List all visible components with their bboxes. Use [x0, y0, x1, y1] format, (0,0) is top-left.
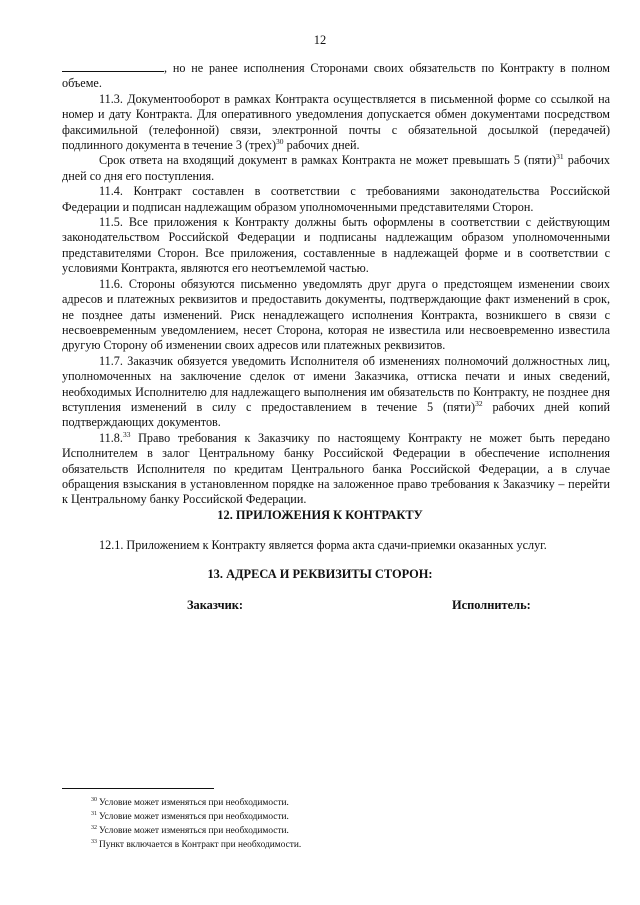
clause-11-5: 11.5. Все приложения к Контракту должны быть оформлены в соответствии с действующим законодательством Российской Федерации и подписаны надлежащим образом уполномоченными представителями Сторон. Все приложения, составленные в надлежащей форме и в соответствии с условиями Контракта, являются его неотъемлемой частью. — [62, 215, 610, 276]
customer-label: Заказчик: — [187, 598, 244, 612]
clause-11-4: 11.4. Контракт составлен в соответствии с требованиями законодательства Российской Федерации и подписан надлежащим образом уполномоченными представителями Сторон. — [62, 184, 610, 214]
clause-11-6: 11.6. Стороны обязуются письменно уведомлять друг друга о предстоящем изменении своих адресов и платежных реквизитов и предоставить документы, подтверждающие факт изменений в срок, не позднее даты изменений. Риск ненадлежащего исполнения Контракта, возникшего в связи с несвоевременным уведомлением, несет Сторона, которая не известила или несвоевременно известила другую Сторону об изменении своих адресов или платежных реквизитов. — [62, 276, 610, 353]
footnote-separator — [62, 788, 214, 789]
footnote-33: $^{33}$ Пункт включается в Контракт при необходимости. — [91, 839, 302, 850]
clause-12-1: 12.1. Приложением к Контракту является форма акта сдачи-приемки оказанных услуг. — [99, 538, 547, 552]
footnote-32: $^{32}$ Условие может изменяться при необходимости. — [91, 825, 289, 836]
clause-11-8: 11.8.33 Право требования к Заказчику по настоящему Контракту не может быть передано Исполнителем в залог Центральному банку Российской Федерации в обеспечение исполнения обязательств Исполнителя по кредитам Центрального банка Российской Федерации, а в случае обращения взыскания в установленном порядке на заложенное право требования к Заказчику – перейти к Центральному банку Российской Федерации. — [62, 429, 610, 507]
footnote-ref-32: 32 — [475, 398, 483, 408]
clause-11-3-response-time: Срок ответа на входящий документ в рамках Контракта не может превышать 5 (пяти)$^{31}$ рабочих дней со дня его поступления. — [62, 152, 610, 183]
footnotes — [91, 796, 301, 852]
contract-body — [62, 60, 610, 508]
paragraph-continuation: , но не ранее исполнения Сторонами своих обязательств по Контракту в полном объеме. — [62, 61, 610, 91]
footnote-ref-33: 33 — [122, 429, 131, 439]
section-13-heading: 13. АДРЕСА И РЕКВИЗИТЫ СТОРОН: — [207, 567, 433, 581]
section-12-heading: 12. ПРИЛОЖЕНИЯ К КОНТРАКТУ — [217, 508, 423, 522]
page-number: 12 — [313, 33, 327, 47]
footnote-ref-30: 30 — [276, 137, 284, 147]
footnote-ref-31: 31 — [556, 152, 564, 162]
clause-11-7: 11.7. Заказчик обязуется уведомить Исполнителя об изменениях полномочий должностных лиц, уполномоченных на заключение сделок от имени Заказчика, оттиска печати и иных сведений, необходимых Исполнителю для надлежащего выполнения им обязательств по Контракту, не позднее дня вступления изменений в силу с предоставлением в течение 5 (пяти)$^{32}$ рабочих дней копий подтверждающих документов. — [62, 353, 610, 430]
footnote-30: $^{30}$ Условие может изменяться при необходимости. — [91, 797, 289, 808]
contractor-label: Исполнитель: — [452, 598, 531, 612]
blank-field-line — [62, 60, 164, 72]
footnote-31: $^{31}$ Условие может изменяться при необходимости. — [91, 811, 289, 822]
clause-11-3: 11.3. Документооборот в рамках Контракта осуществляется в письменной форме со ссылкой на номер и дату Контракта. Для оперативного уведомления допускается обмен документами посредством факсимильной (телефонной) связи, электронной почты с обязательной досылкой (передачей) подлинного документа в течение 3 (трех)$^{30}$ рабочих дней. — [62, 91, 610, 153]
